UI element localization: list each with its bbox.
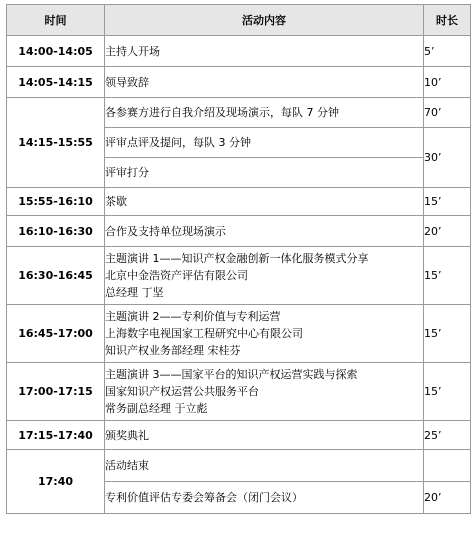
speaker-name: 知识产权业务部经理 宋桂芬	[105, 344, 241, 357]
speech-title: 主题演讲 1——知识产权金融创新一体化服务模式分享	[105, 252, 369, 265]
table-row	[7, 421, 471, 450]
activity-cell: 各参赛方进行自我介绍及现场演示，每队 7 分钟	[105, 98, 424, 128]
duration-cell: 70’	[424, 98, 471, 128]
duration-cell: 15’	[424, 305, 471, 363]
header-time: 时间	[7, 5, 105, 36]
table-row	[7, 188, 471, 216]
duration-cell: 25’	[424, 421, 471, 450]
table-row	[7, 98, 471, 128]
activity-cell: 评审打分	[105, 158, 424, 188]
header-duration: 时长	[424, 5, 471, 36]
time-cell: 16:30-16:45	[7, 247, 105, 305]
time-cell: 14:15-15:55	[7, 98, 105, 188]
duration-cell: 20’	[424, 482, 471, 514]
time-cell: 16:10-16:30	[7, 216, 105, 247]
schedule-table	[6, 4, 471, 514]
duration-cell: 30’	[424, 128, 471, 188]
duration-cell: 15’	[424, 188, 471, 216]
activity-cell: 领导致辞	[105, 67, 424, 98]
time-cell: 14:00-14:05	[7, 36, 105, 67]
table-row	[7, 363, 471, 421]
activity-cell: 专利价值评估专委会筹备会（闭门会议）	[105, 482, 424, 514]
activity-cell	[105, 305, 424, 363]
duration-cell	[424, 450, 471, 482]
time-cell: 17:40	[7, 450, 105, 514]
speaker-organization: 国家知识产权运营公共服务平台	[105, 385, 259, 398]
activity-cell: 活动结束	[105, 450, 424, 482]
time-cell: 16:45-17:00	[7, 305, 105, 363]
activity-cell: 主持人开场	[105, 36, 424, 67]
speaker-organization: 上海数字电视国家工程研究中心有限公司	[105, 327, 303, 340]
table-row	[7, 305, 471, 363]
time-cell: 14:05-14:15	[7, 67, 105, 98]
speech-title: 主题演讲 3——国家平台的知识产权运营实践与探索	[105, 368, 358, 381]
duration-cell: 15’	[424, 247, 471, 305]
speaker-name: 总经理 丁坚	[105, 286, 164, 299]
activity-cell: 评审点评及提问，每队 3 分钟	[105, 128, 424, 158]
activity-cell: 茶歇	[105, 188, 424, 216]
activity-cell	[105, 247, 424, 305]
table-row	[7, 247, 471, 305]
activity-cell: 合作及支持单位现场演示	[105, 216, 424, 247]
time-cell: 17:00-17:15	[7, 363, 105, 421]
table-row	[7, 450, 471, 482]
activity-cell: 颁奖典礼	[105, 421, 424, 450]
header-row	[7, 5, 471, 36]
speech-title: 主题演讲 2——专利价值与专利运营	[105, 310, 281, 323]
header-activity: 活动内容	[105, 5, 424, 36]
table-row	[7, 36, 471, 67]
duration-cell: 15’	[424, 363, 471, 421]
speaker-name: 常务副总经理 于立彪	[105, 402, 208, 415]
activity-cell	[105, 363, 424, 421]
duration-cell: 10’	[424, 67, 471, 98]
speaker-organization: 北京中金浩资产评估有限公司	[105, 269, 248, 282]
table-row	[7, 216, 471, 247]
duration-cell: 5’	[424, 36, 471, 67]
table-row	[7, 67, 471, 98]
duration-cell: 20’	[424, 216, 471, 247]
time-cell: 17:15-17:40	[7, 421, 105, 450]
time-cell: 15:55-16:10	[7, 188, 105, 216]
